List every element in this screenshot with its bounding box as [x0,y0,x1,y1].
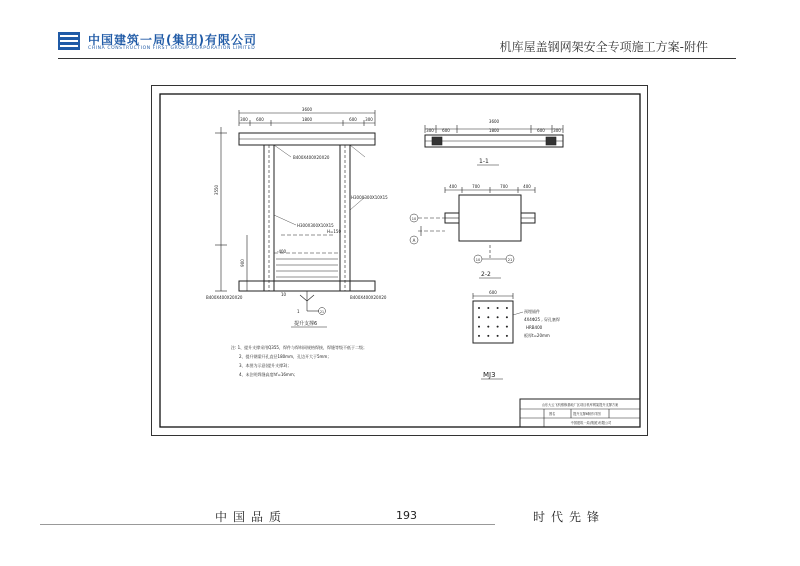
sec22-dim-4: 400 [523,184,531,189]
elev-height-lower: 900 [240,259,245,267]
sec11-dim-1: 300 [426,128,434,133]
design-notes [231,344,367,377]
elev-label-stiffener: -400 [277,249,287,254]
anchor-bolt [487,335,489,337]
sec11-dim-2: 600 [442,128,450,133]
sec11-dim-4: 600 [537,128,545,133]
note-4: 4、未注明焊缝高度hf=16mm； [239,372,298,377]
elev-label-base-plate: B400X400X20X20 [206,295,243,300]
company-logo [58,32,80,50]
sheet-inner-border [160,94,640,427]
sec11-dim-3: 1800 [488,128,500,133]
anchor-bolt [487,307,489,309]
anchor-bolt [478,335,480,337]
sec22-axis-row-b: 10 [475,258,481,262]
sec11-title: 1-1 [479,158,489,165]
elev-height: 3550 [214,184,219,196]
anchor-bolt [478,316,480,318]
note-2: 2、提升钢梁开孔直径180mm，孔边开大于5mm； [239,354,332,359]
mj3-note-2: 4X4Φ25 , 穿孔塞焊 [524,317,560,322]
mj3-note-3: HRB400 [526,325,543,330]
elev-label-weld: 10 [281,292,287,297]
elev-label-chord: H=150 [327,229,341,234]
anchor-bolt [487,326,489,328]
anchor-bolt [506,307,508,309]
elev-dim-4: 600 [349,117,357,122]
anchor-bolt [497,316,499,318]
sec22-title: 2-2 [481,271,491,278]
mj3-note-4: 板厚t=20mm [524,333,550,338]
elev-dim-3: 1800 [301,117,313,122]
elev-mark-1: 1 [297,309,300,314]
anchor-bolt [478,326,480,328]
title-block-company: 中国建筑一局(集团)有限公司 [570,421,612,425]
anchor-bolt [487,316,489,318]
elev-label-col-left: H300X300X10X15 [297,223,334,228]
elev-dim-2: 600 [256,117,264,122]
sec22-axis-col: A [412,238,416,243]
anchor-bolt [497,307,499,309]
mj3-title: MJ3 [483,371,496,379]
elev-label-top-plate: B400X400X20X20 [293,155,330,160]
sec22-axis-row: 10 [411,217,417,221]
footer-slogan-right: 时代先锋 [533,510,606,524]
elev-dim-5: 300 [365,117,373,122]
elevation-view [215,110,375,315]
mj3-dim: 600 [489,290,497,295]
document-title: 机库屋盖钢网架安全专项施工方案-附件 [499,40,708,54]
sec11-dim-5: 300 [553,128,561,133]
sheet-outer-border [152,86,648,436]
section-2-2 [418,187,535,259]
anchor-bolt [497,326,499,328]
title-block-sheet: 提升支撑6制作详图 [573,412,601,416]
elev-dim-1: 300 [240,117,248,122]
sec11-dim-total: 3600 [488,119,500,124]
elev-mark-21: 21 [320,310,325,314]
elev-dim-total: 3600 [301,107,313,112]
title-block-project: 山东大云飞机维修基地厂区项目机库网架提升支撑方案 [541,403,619,407]
sec22-dim-3: 700 [500,184,508,189]
elev-title: 提升支撑6 [294,321,318,327]
page-number: 193 [396,509,417,522]
company-name: 中国建筑一局(集团)有限公司 [88,33,257,47]
elev-label-bottom-right: B400X400X20X20 [350,295,387,300]
anchor-bolt [506,335,508,337]
mj3-note-1: 预埋锚件 [524,309,540,314]
footer-slogan-left: 中国品质 [215,510,288,524]
drawing-sheet [151,85,648,436]
mj3-leader [513,312,523,315]
elev-label-col-right: H300X300X10X15 [351,195,388,200]
anchor-bolt [506,316,508,318]
sec22-axis-col2: 21 [507,258,513,262]
sec22-dim-2: 700 [472,184,480,189]
company-name-en: CHINA CONSTRUCTION FIRST GROUP CORPORATION LIMITED [88,46,256,51]
note-3: 3、本图为示意(提升支撑3)； [239,363,292,368]
note-1: 注: 1、提升支撑采用Q355，焊件与焊料同规格焊接，焊缝等级不低于二级； [231,345,367,350]
anchor-bolt [506,326,508,328]
anchor-bolt [497,335,499,337]
title-block-label: 图名 [549,412,556,416]
header-rule [58,58,736,59]
anchor-bolt [478,307,480,309]
sec22-dim-1: 400 [449,184,457,189]
